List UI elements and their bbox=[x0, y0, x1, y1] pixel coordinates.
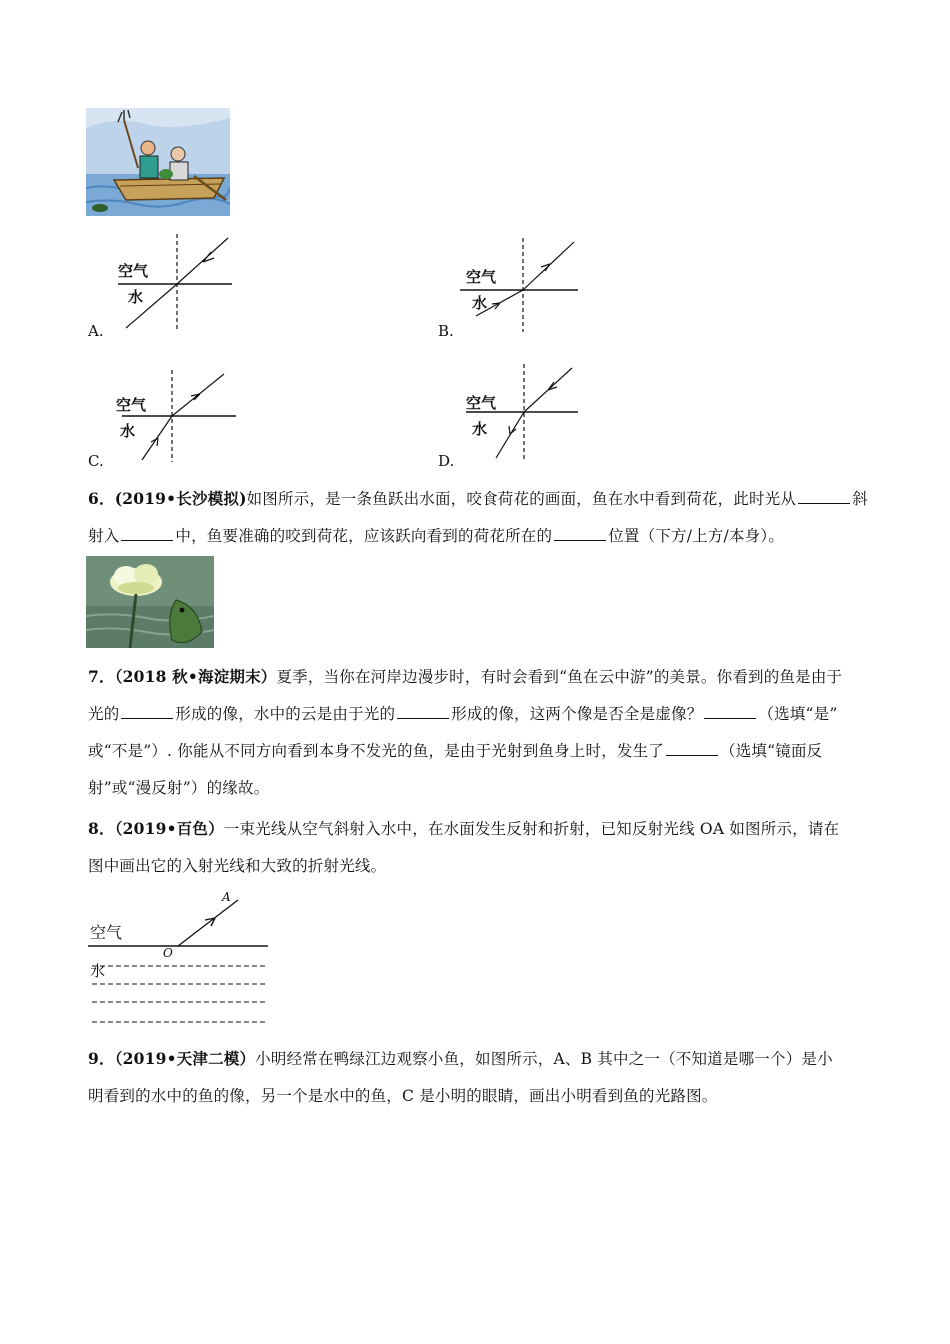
option-a-letter[interactable]: A. bbox=[88, 322, 104, 340]
question-7-text-1: 夏季，当你在河岸边漫步时，有时会看到“鱼在云中游”的美景。你看到的鱼是由于 bbox=[276, 668, 843, 686]
answer-blank[interactable] bbox=[554, 524, 606, 541]
question-7-number: 7． bbox=[88, 667, 115, 686]
question-7-text-3: 形成的像，水中的云是由于光的 bbox=[175, 705, 396, 723]
option-c-air-label: 空气 bbox=[116, 396, 147, 414]
option-b-air-label: 空气 bbox=[466, 268, 497, 286]
question-6 bbox=[88, 480, 868, 555]
answer-blank[interactable] bbox=[704, 702, 756, 719]
boat-fishing-illustration bbox=[86, 108, 230, 216]
answer-blank[interactable] bbox=[121, 702, 173, 719]
reflection-diagram-point-a: A bbox=[222, 890, 231, 904]
option-a-water-label: 水 bbox=[128, 288, 144, 306]
question-9-number: 9． bbox=[88, 1049, 115, 1068]
reflection-diagram-water-label: 水 bbox=[90, 962, 106, 980]
question-6-text-2: 斜 bbox=[852, 490, 868, 508]
option-d-letter[interactable]: D. bbox=[438, 452, 455, 470]
question-8-text-2: 图中画出它的入射光线和大致的折射光线。 bbox=[88, 857, 387, 875]
reflection-diagram-point-o: O bbox=[163, 946, 173, 960]
reflection-diagram bbox=[88, 888, 270, 1030]
question-7 bbox=[88, 658, 868, 807]
question-7-text-7: （选填“镜面反 bbox=[720, 742, 823, 760]
option-b-water-label: 水 bbox=[472, 294, 488, 312]
option-c-diagram bbox=[118, 368, 240, 464]
question-7-source: （2018 秋•海淀期末） bbox=[114, 667, 277, 686]
answer-blank[interactable] bbox=[666, 739, 718, 756]
question-6-number: 6． bbox=[88, 489, 115, 508]
question-6-text-1: 如图所示，是一条鱼跃出水面，咬食荷花的画面，鱼在水中看到荷花，此时光从 bbox=[246, 490, 797, 508]
reflection-diagram-air-label: 空气 bbox=[90, 923, 123, 942]
question-7-text-6: 或“不是”）. 你能从不同方向看到本身不发光的鱼，是由于光射到鱼身上时，发生了 bbox=[88, 742, 665, 760]
question-7-text-2: 光的 bbox=[88, 705, 120, 723]
question-7-text-5: （选填“是” bbox=[758, 705, 838, 723]
question-6-text-4: 中，鱼要准确的咬到荷花，应该跃向看到的荷花所在的 bbox=[175, 527, 553, 545]
option-a-diagram bbox=[112, 232, 236, 332]
question-9 bbox=[88, 1040, 868, 1115]
question-7-text-8: 射”或“漫反射”）的缘故。 bbox=[88, 779, 270, 797]
question-8-text-1: 一束光线从空气斜射入水中，在水面发生反射和折射，已知反射光线 OA 如图所示，请在 bbox=[223, 820, 840, 838]
question-8-source: （2019•百色） bbox=[114, 819, 224, 838]
answer-blank[interactable] bbox=[397, 702, 449, 719]
question-9-source: （2019•天津二模） bbox=[114, 1049, 256, 1068]
question-8 bbox=[88, 810, 868, 885]
question-7-text-4: 形成的像，这两个像是否全是虚像？ bbox=[451, 705, 703, 723]
question-6-source: (2019•长沙模拟) bbox=[114, 489, 247, 508]
option-b-letter[interactable]: B. bbox=[438, 322, 454, 340]
question-6-text-3: 射入 bbox=[88, 527, 120, 545]
answer-blank[interactable] bbox=[121, 524, 173, 541]
answer-blank[interactable] bbox=[798, 487, 850, 504]
option-d-water-label: 水 bbox=[472, 420, 488, 438]
question-8-number: 8． bbox=[88, 819, 115, 838]
option-c-water-label: 水 bbox=[120, 422, 136, 440]
question-9-text-1: 小明经常在鸭绿江边观察小鱼，如图所示，A、B 其中之一（不知道是哪一个）是小 bbox=[255, 1050, 833, 1068]
lotus-fish-illustration bbox=[86, 556, 214, 648]
question-6-text-5: 位置（下方/上方/本身）。 bbox=[608, 527, 785, 545]
question-9-text-2: 明看到的水中的鱼的像，另一个是水中的鱼，C 是小明的眼睛，画出小明看到鱼的光路图。 bbox=[88, 1087, 718, 1105]
option-a-air-label: 空气 bbox=[118, 262, 149, 280]
option-c-letter[interactable]: C. bbox=[88, 452, 104, 470]
option-d-air-label: 空气 bbox=[466, 394, 497, 412]
